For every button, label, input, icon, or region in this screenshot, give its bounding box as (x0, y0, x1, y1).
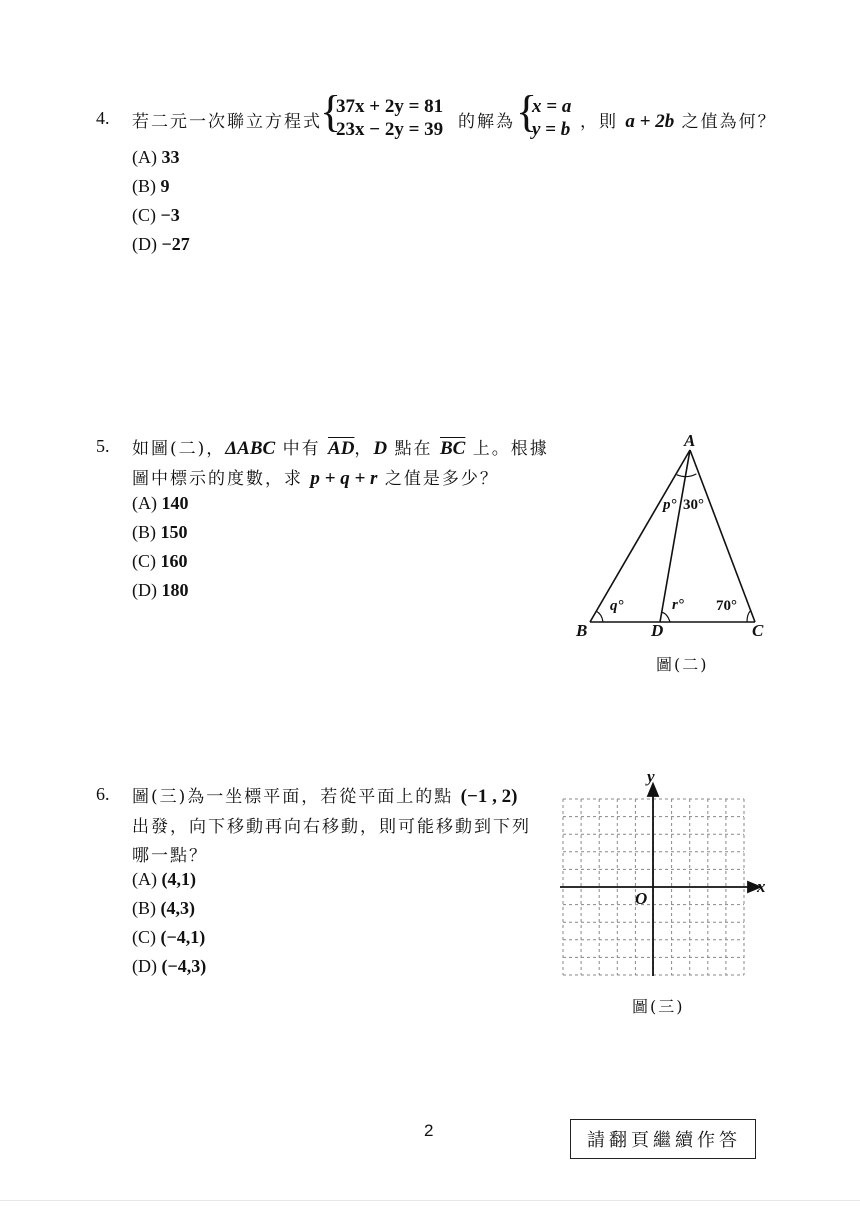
question-4-option-a[interactable] (132, 147, 180, 168)
question-5-option-c[interactable] (132, 551, 188, 572)
side-ac (690, 450, 755, 622)
question-4-option-c[interactable] (132, 205, 180, 226)
figure-3-caption: 圖(三) (632, 997, 685, 1016)
question-5-option-b[interactable] (132, 522, 188, 543)
origin-label: O (635, 889, 648, 908)
figure-2-caption: 圖(二) (656, 655, 709, 674)
option-label: (A) (132, 147, 157, 167)
question-4-solution (516, 87, 586, 144)
point-minus1-2: (−1 , 2) (460, 786, 518, 807)
option-value: −27 (161, 234, 190, 254)
question-4-stem-mid: 的解為 (458, 112, 515, 132)
left-brace-icon: { (320, 87, 342, 136)
angle-q-label: q° (610, 598, 624, 614)
figure-2-triangle (560, 425, 780, 655)
vertex-a-label: A (684, 431, 696, 450)
stem-text: ，則 (580, 112, 618, 132)
option-value: 180 (161, 580, 189, 600)
question-5-line-2 (132, 464, 499, 490)
point-d: D (373, 438, 388, 459)
option-value: 33 (161, 147, 180, 167)
solution-x: x = a (532, 96, 572, 117)
question-6-line-1 (132, 782, 517, 808)
option-label: (B) (132, 898, 156, 918)
page-number: 2 (424, 1121, 434, 1140)
bottom-divider (0, 1200, 860, 1201)
option-label: (A) (132, 493, 157, 513)
segment-ad: $\overline{AD}$ (328, 438, 355, 459)
question-5-option-d[interactable] (132, 580, 189, 601)
option-label: (A) (132, 869, 157, 889)
stem-text: 上。根據 (472, 439, 549, 459)
figure-3-coordinate-plane (550, 765, 775, 990)
option-value: (−4,3) (161, 956, 207, 976)
question-4-stem-pre: 若二元一次聯立方程式 (132, 112, 322, 132)
stem-text: ， (354, 439, 374, 459)
stem-text: 之值是多少？ (384, 469, 499, 489)
option-label: (C) (132, 551, 156, 571)
vertex-d-label: D (651, 621, 664, 640)
question-6-number: 6. (96, 784, 110, 804)
question-5-option-a[interactable] (132, 493, 189, 514)
x-axis-label: x (757, 877, 766, 896)
option-value: −3 (160, 205, 180, 225)
stem-text: 中有 (282, 439, 321, 459)
question-6-line-2: 出發，向下移動再向右移動，則可能移動到下列 (132, 817, 531, 837)
option-label: (D) (132, 234, 157, 254)
left-brace-icon: { (516, 87, 538, 136)
vertex-c-label: C (752, 621, 764, 640)
stem-text: 圖(三)為一坐標平面，若從平面上的點 (132, 787, 454, 807)
question-6-option-b[interactable] (132, 898, 195, 919)
question-4-option-b[interactable] (132, 176, 170, 197)
question-6-option-d[interactable] (132, 956, 206, 977)
stem-text: 之值為何？ (681, 112, 777, 132)
arc-at-c (747, 611, 751, 622)
question-5-line-1 (132, 434, 549, 460)
option-label: (B) (132, 176, 156, 196)
option-label: (B) (132, 522, 156, 542)
question-6-option-a[interactable] (132, 869, 196, 890)
option-value: 140 (161, 493, 189, 513)
triangle-abc: ΔABC (225, 438, 276, 459)
question-6-line-3: 哪一點？ (132, 846, 208, 866)
arc-at-b (596, 611, 603, 622)
segment-bc: $\overline{BC}$ (439, 438, 466, 459)
question-5-number: 5. (96, 436, 110, 456)
option-label: (D) (132, 580, 157, 600)
stem-text: 如圖(二)， (132, 439, 226, 459)
option-label: (D) (132, 956, 157, 976)
option-label: (C) (132, 205, 156, 225)
option-label: (C) (132, 927, 156, 947)
expression-a-2b: a + 2b (625, 111, 675, 132)
equation-1: 37x + 2y = 81 (336, 96, 444, 117)
option-value: (4,1) (161, 869, 196, 889)
stem-text: 圖中標示的度數，求 (132, 469, 303, 489)
question-4-number: 4. (96, 108, 110, 128)
option-value: (4,3) (160, 898, 195, 918)
angle-p-label: p° (663, 497, 677, 513)
option-value: 9 (160, 176, 170, 196)
question-4-option-d[interactable] (132, 234, 190, 255)
solution-y: y = b (532, 119, 571, 140)
equation-2: 23x − 2y = 39 (336, 119, 444, 140)
option-value: (−4,1) (160, 927, 206, 947)
angle-r-label: r° (672, 597, 684, 613)
option-value: 150 (160, 522, 188, 542)
stem-text: 點在 (394, 439, 433, 459)
option-value: 160 (160, 551, 188, 571)
vertex-b-label: B (576, 621, 588, 640)
y-axis-label: y (647, 767, 655, 786)
question-4-stem-post (580, 107, 777, 133)
angle-30-label: 30° (683, 497, 704, 513)
turn-page-box: 請翻頁繼續作答 (570, 1119, 756, 1159)
question-4-system (320, 87, 460, 144)
angle-70-label: 70° (716, 598, 737, 614)
question-6-option-c[interactable] (132, 927, 205, 948)
expression-p-q-r: p + q + r (310, 468, 378, 489)
